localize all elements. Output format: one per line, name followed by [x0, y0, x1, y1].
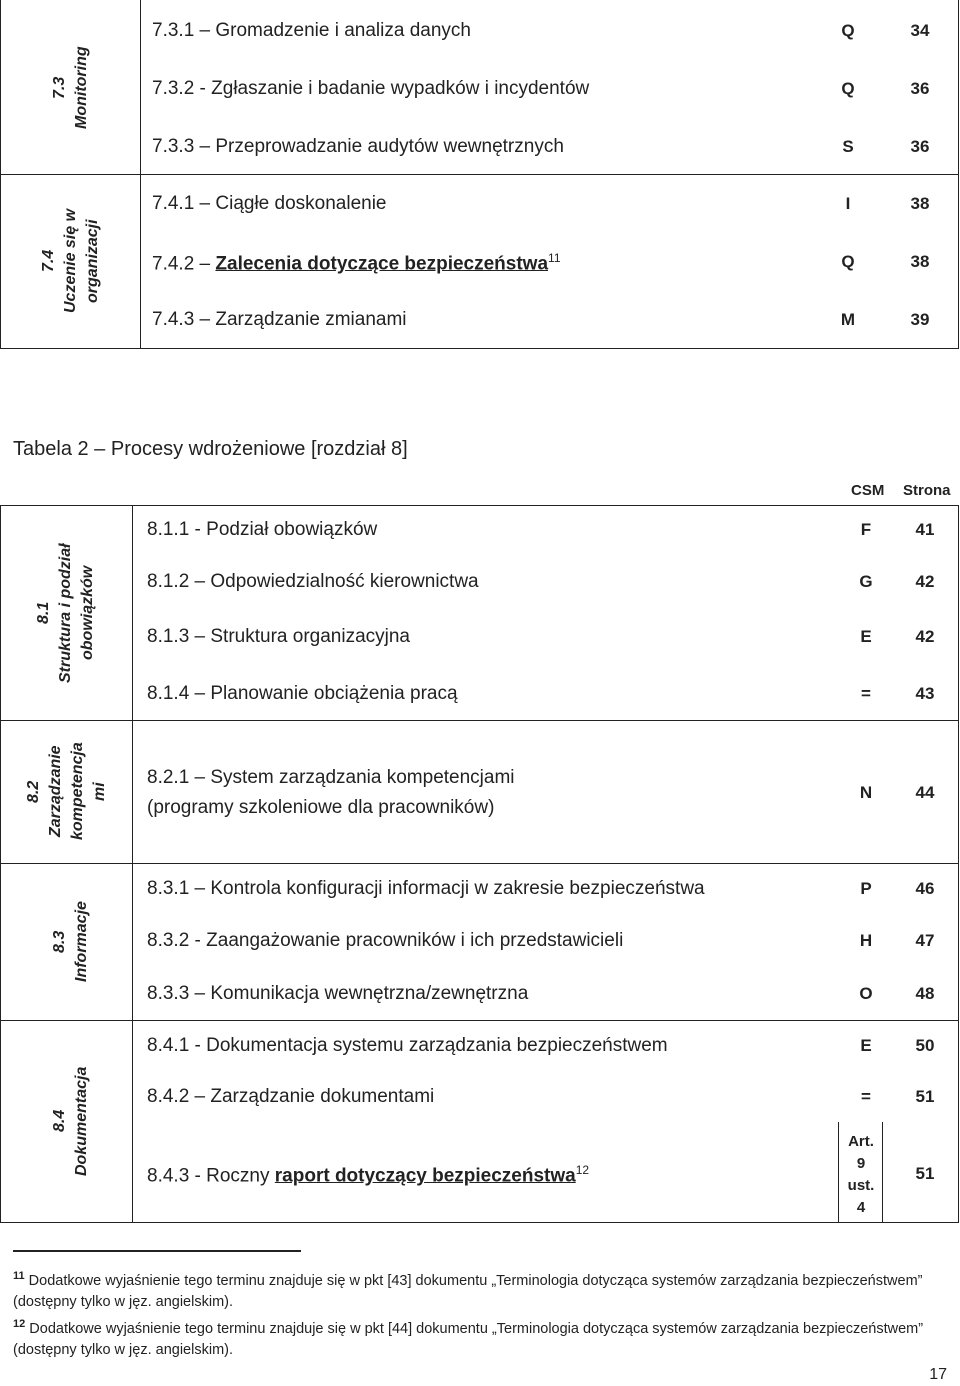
page-value: 43 — [915, 684, 935, 703]
footnote-text: Dodatkowe wyjaśnienie tego terminu znajduje się w pkt [43] dokumentu „Terminologia dotycząca systemów zarządzania bezpieczeństwem” (dostępny tylko w jęz. angielskim). — [13, 1272, 923, 1310]
footnote-ref: 12 — [575, 1163, 590, 1177]
footnote-number: 12 — [13, 1318, 26, 1330]
page-value: 42 — [915, 572, 935, 591]
page-value: 50 — [915, 1036, 935, 1055]
footnote-text: Dodatkowe wyjaśnienie tego terminu znajduje się w pkt [44] dokumentu „Terminologia dotycząca systemów zarządzania bezpieczeństwem” (dostępny tylko w jęz. angielskim). — [13, 1320, 924, 1358]
footnote-ref: 11 — [548, 251, 561, 265]
table-row-text: 7.4.1 – Ciągłe doskonalenie — [152, 193, 387, 214]
csm-value: H — [859, 931, 873, 950]
table-row-text: 8.3.2 - Zaangażowanie pracowników i ich przedstawicieli — [147, 930, 624, 951]
page-value: 34 — [910, 21, 930, 40]
group-label-structure: 8.1 Struktura i podział obowiązków — [35, 543, 96, 683]
table-row-text — [147, 1163, 589, 1187]
csm-value: F — [860, 520, 872, 539]
group-label-competence: 8.2 Zarządzanie kompetencja mi — [25, 742, 108, 841]
csm-value: Q — [841, 252, 855, 271]
table-row-text: 7.4.3 – Zarządzanie zmianami — [152, 309, 407, 330]
table-row-text: 8.1.4 – Planowanie obciążenia pracą — [147, 683, 458, 704]
table-row-divider — [0, 174, 959, 175]
table-border-bottom — [0, 1222, 959, 1223]
row-prefix: 8.4.3 - Roczny — [147, 1165, 275, 1187]
column-header-csm: CSM — [851, 482, 885, 499]
footnote-divider — [13, 1250, 301, 1252]
csm-value: = — [861, 684, 871, 703]
row-prefix: 7.4.2 – — [152, 253, 216, 275]
csm-value: = — [861, 1087, 871, 1106]
csm-value: S — [842, 137, 854, 156]
page-value: 51 — [915, 1087, 935, 1106]
table-border-bottom — [0, 348, 959, 349]
csm-value: I — [845, 194, 851, 213]
group-label-documentation: 8.4 Dokumentacja — [51, 1066, 90, 1176]
table-divider — [132, 505, 133, 1223]
group-label-information: 8.3 Informacje — [51, 901, 90, 983]
table-row-text: 8.3.1 – Kontrola konfiguracji informacji w zakresie bezpieczeństwa — [147, 878, 705, 899]
table-row-text: 7.3.2 - Zgłaszanie i badanie wypadków i incydentów — [152, 78, 590, 99]
page-value: 36 — [910, 79, 930, 98]
page-value: 38 — [910, 194, 930, 213]
csm-value: E — [860, 1036, 872, 1055]
cell-divider — [882, 1122, 883, 1222]
table-row-text: 8.2.1 – System zarządzania kompetencjami (programy szkoleniowe dla pracowników) — [147, 767, 515, 818]
column-header-page: Strona — [903, 482, 951, 499]
table-row-text: 8.1.3 – Struktura organizacyjna — [147, 626, 410, 647]
table-row-divider — [0, 863, 959, 864]
page-value: 44 — [915, 783, 935, 802]
csm-value: G — [859, 572, 873, 591]
page-value: 42 — [915, 627, 935, 646]
table-row-divider — [0, 720, 959, 721]
cell-divider — [838, 1122, 839, 1222]
group-label-learning: 7.4 Uczenie się w organizacji — [40, 208, 101, 314]
table-row-text: 8.1.1 - Podział obowiązków — [147, 519, 378, 540]
table-row-text: 8.3.3 – Komunikacja wewnętrzna/zewnętrzna — [147, 983, 529, 1004]
table-caption: Tabela 2 – Procesy wdrożeniowe [rozdział 8] — [13, 438, 408, 460]
table-row-text: 8.1.2 – Odpowiedzialność kierownictwa — [147, 571, 479, 592]
page-value: 47 — [915, 931, 935, 950]
footnote-number: 11 — [13, 1270, 25, 1282]
table-border-left — [0, 505, 1, 1223]
csm-value: O — [859, 984, 873, 1003]
page-value: 46 — [915, 879, 935, 898]
term-link-annual-safety-report: raport dotyczący bezpieczeństwa — [274, 1165, 576, 1187]
table-row-divider — [0, 1020, 959, 1021]
table-border-right — [958, 505, 959, 1223]
footnote-11 — [13, 1266, 943, 1313]
csm-value: E — [860, 627, 872, 646]
table-row-text: 7.3.3 – Przeprowadzanie audytów wewnętrznych — [152, 136, 564, 157]
footnote-12 — [13, 1314, 943, 1361]
page-value: 41 — [915, 520, 935, 539]
page-value: 51 — [915, 1164, 935, 1183]
csm-value: M — [840, 310, 856, 329]
table-row-text: 8.4.2 – Zarządzanie dokumentami — [147, 1086, 435, 1107]
page-value: 36 — [910, 137, 930, 156]
table-row-text: 8.4.1 - Dokumentacja systemu zarządzania bezpieczeństwem — [147, 1035, 668, 1056]
csm-value: Q — [841, 79, 855, 98]
table-row-text: 7.3.1 – Gromadzenie i analiza danych — [152, 20, 471, 41]
csm-value: N — [859, 783, 873, 802]
page-value: 39 — [910, 310, 930, 329]
page-value: 48 — [915, 984, 935, 1003]
page-number: 17 — [929, 1366, 947, 1383]
term-link-security-recommendations: Zalecenia dotyczące bezpieczeństwa — [215, 253, 549, 275]
csm-value: Art. 9 ust. 4 — [847, 1133, 875, 1216]
group-label-monitoring: 7.3 Monitoring — [51, 46, 90, 130]
csm-value: P — [860, 879, 872, 898]
table-border-top — [0, 505, 959, 506]
page-value: 38 — [910, 252, 930, 271]
table-row-text — [152, 251, 561, 275]
csm-value: Q — [841, 21, 855, 40]
